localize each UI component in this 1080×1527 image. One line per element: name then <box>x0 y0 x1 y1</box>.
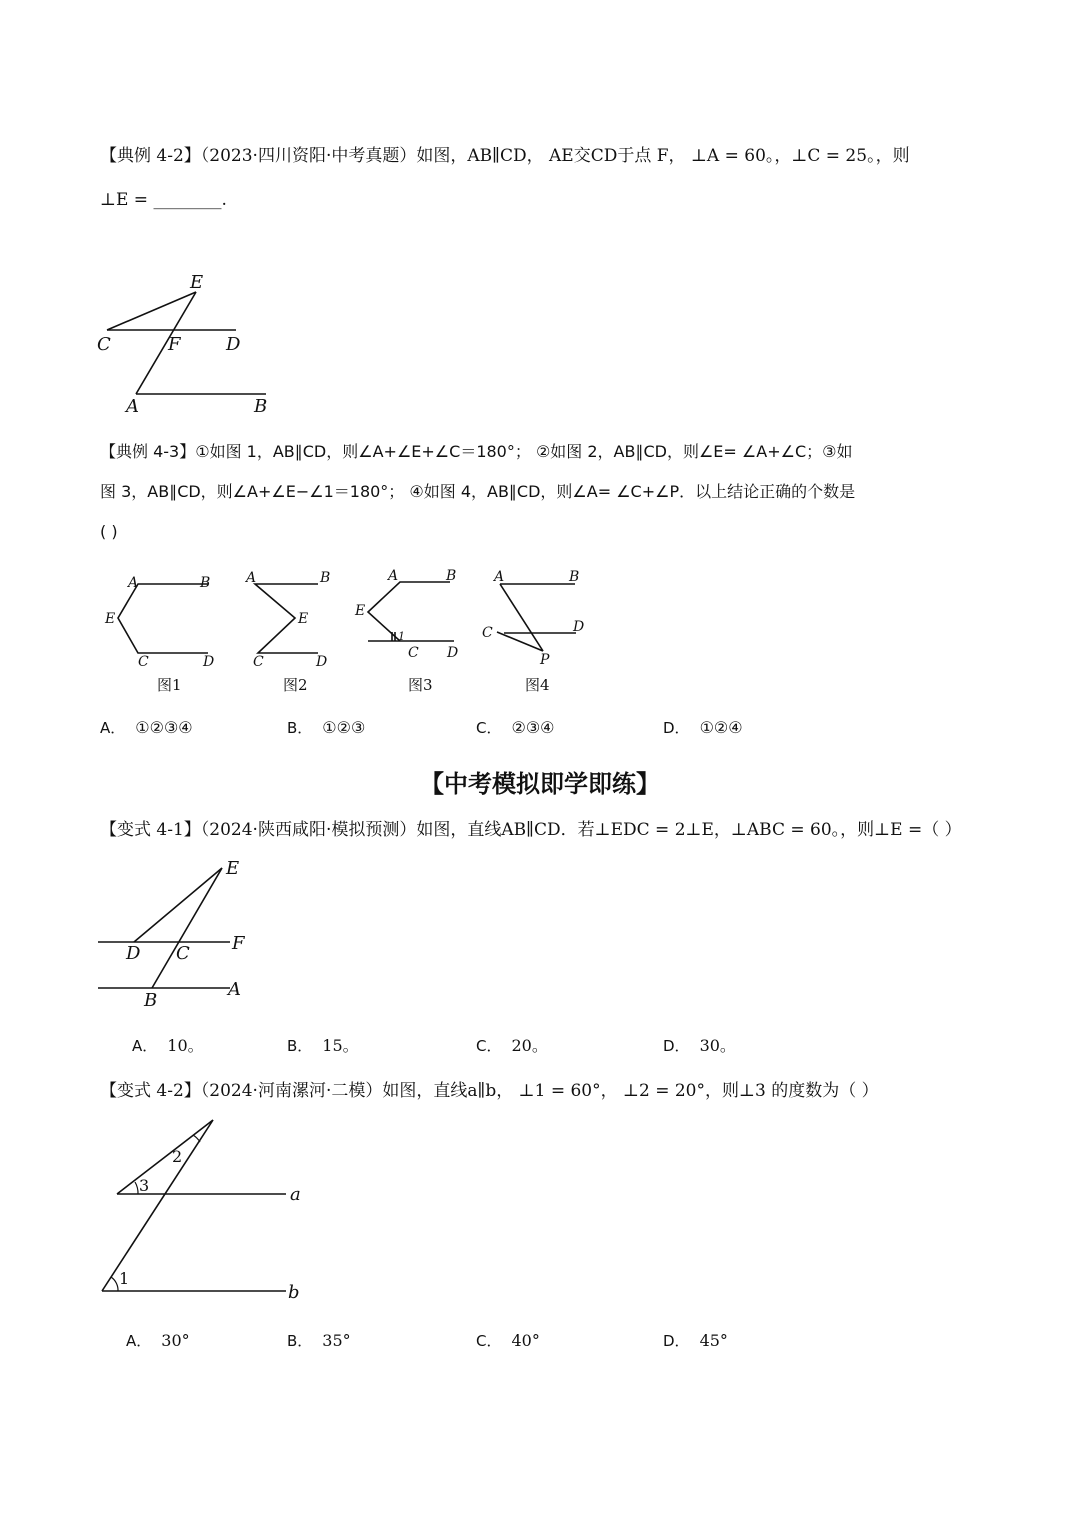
figure-3 <box>350 565 470 700</box>
question-4-2-line2: ⊥E = ________. <box>100 190 227 210</box>
label-p: P <box>540 652 550 668</box>
segment-ea <box>136 292 196 394</box>
segment-eb <box>152 868 222 988</box>
segment-ap <box>500 584 543 651</box>
label-b: B <box>320 570 331 586</box>
segment-long <box>102 1120 213 1291</box>
variant-4-2-line1: 【变式 4-2】（2024·河南漯河·二模）如图，直线a∥b， ⊥1 = 60°， ⊥2 = 20°，则⊥3 的度数为（ ） <box>100 1081 879 1101</box>
path-b-a-e-c <box>368 582 450 641</box>
variant-4-1-option-b[interactable]: B． 15。 <box>287 1036 359 1055</box>
label-a: a <box>290 1184 301 1205</box>
label-a: A <box>228 979 241 1000</box>
label-1: 1 <box>119 1269 130 1288</box>
label-3: 3 <box>139 1176 150 1195</box>
label-d: D <box>573 619 585 635</box>
caption-figure-2: 图2 <box>283 676 308 694</box>
figure-4-2 <box>90 268 290 418</box>
label-b: B <box>144 990 158 1011</box>
label-f: F <box>168 334 181 355</box>
label-b: B <box>254 396 268 417</box>
figure-1 <box>100 565 230 700</box>
label-1: 1 <box>398 630 405 643</box>
variant-4-1-line1: 【变式 4-1】（2024·陕西咸阳·模拟预测）如图，直线AB∥CD．若⊥EDC = 2⊥E，⊥ABC = 60。，则⊥E =（ ） <box>100 820 962 840</box>
label-e: E <box>105 611 116 627</box>
label-d: D <box>447 645 459 661</box>
variant-4-2-option-a[interactable]: A． 30° <box>126 1331 190 1350</box>
question-4-2-line1: 【典例 4-2】（2023·四川资阳·中考真题）如图，AB∥CD， AE交CD于点 F， ⊥A = 60。，⊥C = 25。，则 <box>100 146 910 166</box>
segment-ed <box>134 868 222 942</box>
option-a[interactable]: A． ①②③④ <box>100 718 193 737</box>
variant-4-2-option-d[interactable]: D． 45° <box>663 1331 728 1350</box>
figure-variant-4-2 <box>90 1110 320 1310</box>
label-c: C <box>138 654 149 670</box>
figure-4 <box>480 565 600 700</box>
label-b: b <box>288 1282 300 1303</box>
label-c: C <box>408 645 419 661</box>
label-e: E <box>355 603 366 619</box>
label-b: B <box>200 575 211 591</box>
label-b: B <box>569 569 580 585</box>
segment-ce <box>107 292 196 330</box>
question-4-3-line1: 【典例 4-3】①如图 1，AB∥CD，则∠A+∠E+∠C＝180°； ②如图 2，AB∥CD，则∠E= ∠A+∠C；③如 <box>100 442 853 461</box>
label-a: A <box>128 575 139 591</box>
label-e: E <box>190 272 204 293</box>
variant-4-1-option-c[interactable]: C． 20。 <box>476 1036 548 1055</box>
option-d[interactable]: D． ①②④ <box>663 718 743 737</box>
path-a-e-c <box>255 584 318 653</box>
label-d: D <box>203 654 215 670</box>
label-c: C <box>176 943 190 964</box>
label-d: D <box>316 654 328 670</box>
path-a-e-c <box>118 584 208 653</box>
label-c: C <box>97 334 111 355</box>
arc-2 <box>193 1135 200 1142</box>
label-a: A <box>388 568 399 584</box>
arc-1 <box>111 1277 118 1291</box>
section-title: 【中考模拟即学即练】 <box>420 770 660 798</box>
label-a: A <box>126 396 139 417</box>
option-b[interactable]: B． ①②③ <box>287 718 366 737</box>
caption-figure-3: 图3 <box>408 676 433 694</box>
label-e: E <box>298 611 309 627</box>
label-d: D <box>226 334 241 355</box>
variant-4-2-option-b[interactable]: B． 35° <box>287 1331 351 1350</box>
variant-4-1-option-a[interactable]: A． 10。 <box>132 1036 204 1055</box>
label-f: F <box>232 933 245 954</box>
label-d: D <box>126 943 141 964</box>
option-c[interactable]: C． ②③④ <box>476 718 555 737</box>
label-a: A <box>494 569 505 585</box>
question-4-3-line3: ( ) <box>100 522 118 541</box>
label-b: B <box>446 568 457 584</box>
segment-short <box>117 1120 213 1194</box>
arc-3 <box>135 1182 138 1194</box>
figure-variant-4-1 <box>90 855 260 1015</box>
question-4-3-line2: 图 3，AB∥CD，则∠A+∠E−∠1＝180°； ④如图 4，AB∥CD，则∠A= ∠C+∠P．以上结论正确的个数是 <box>100 482 856 501</box>
label-a: A <box>246 570 257 586</box>
label-c: C <box>253 654 264 670</box>
label-c: C <box>482 625 493 641</box>
variant-4-1-option-d[interactable]: D． 30。 <box>663 1036 736 1055</box>
caption-figure-4: 图4 <box>525 676 550 694</box>
caption-figure-1: 图1 <box>157 676 182 694</box>
label-2: 2 <box>172 1147 183 1166</box>
label-e: E <box>226 858 240 879</box>
variant-4-2-option-c[interactable]: C． 40° <box>476 1331 540 1350</box>
